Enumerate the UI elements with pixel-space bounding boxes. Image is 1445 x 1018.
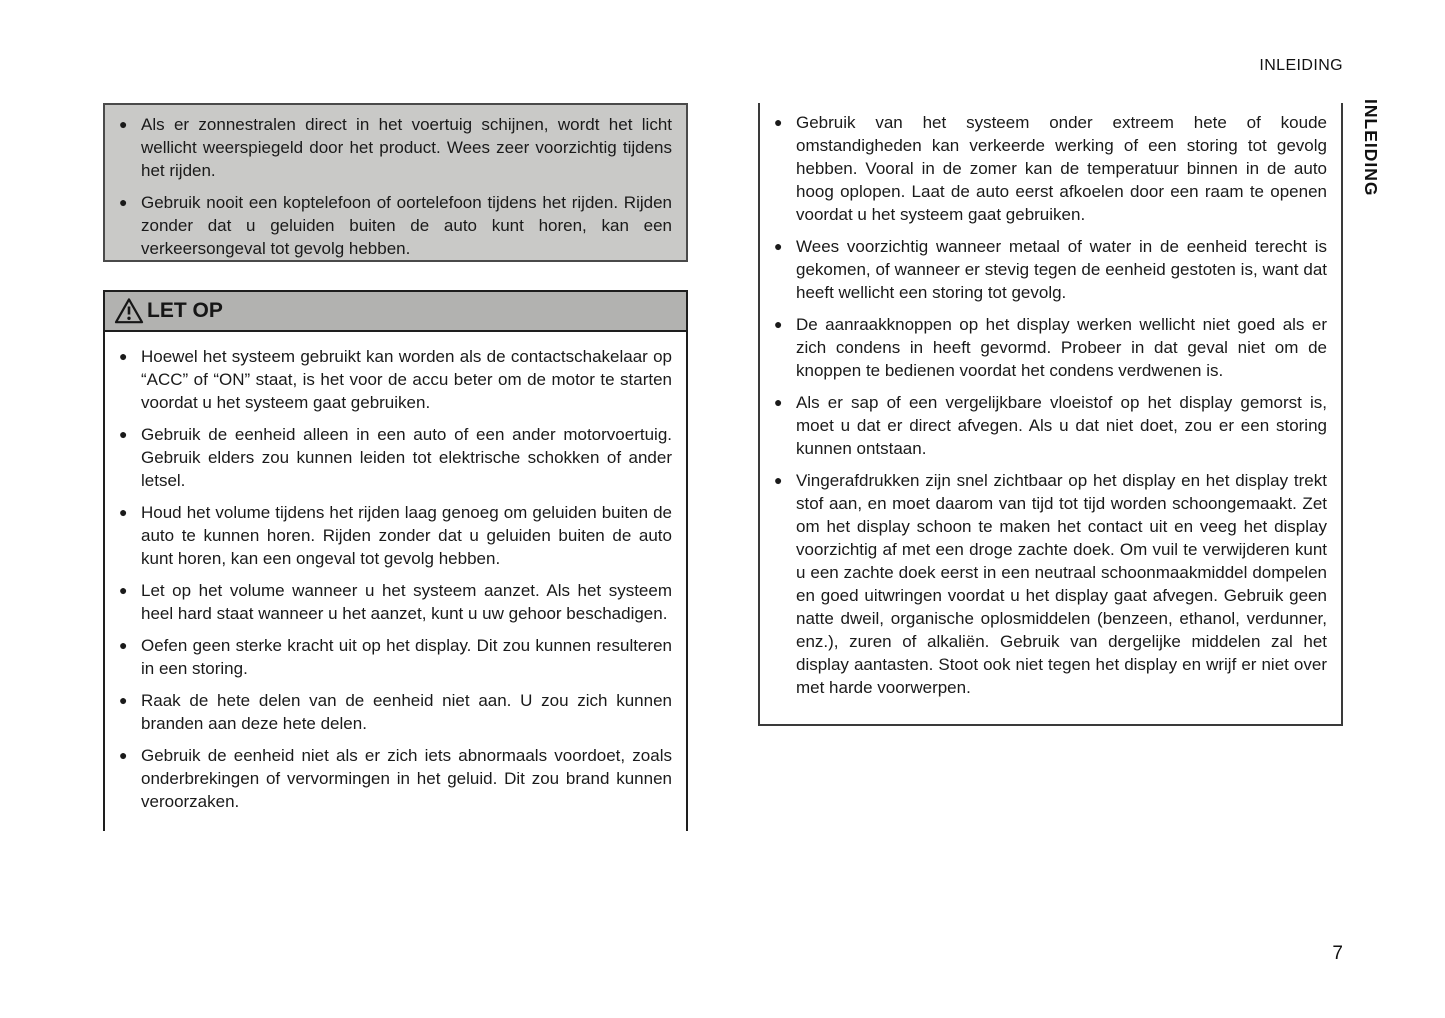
list-item-text: Gebruik de eenheid niet als er zich iets abnormaals voordoet, zoals onderbrekingen of vervormingen in het geluid. Dit zou brand kunnen veroorzaken. (141, 746, 672, 811)
list-item (760, 235, 1327, 304)
list-item-text: Let op het volume wanneer u het systeem aanzet. Als het systeem heel hard staat wanneer u het aanzet, kunt u uw gehoor beschadigen. (141, 581, 672, 623)
bullet-icon: ● (119, 692, 128, 708)
list-item (105, 689, 672, 735)
list-item-text: Houd het volume tijdens het rijden laag genoeg om geluiden buiten de auto te kunnen horen. Rijden zonder dat u geluiden buiten de auto kunt horen, kan een ongeval tot gevolg hebben. (141, 503, 672, 568)
bullet-icon: ● (774, 238, 783, 254)
bullet-icon: ● (119, 426, 128, 442)
bullet-icon: ● (119, 582, 128, 598)
page-header-title: INLEIDING (1259, 57, 1343, 74)
bullet-icon: ● (119, 747, 128, 763)
bullet-icon: ● (119, 194, 128, 210)
list-item (105, 501, 672, 570)
note-box (103, 103, 688, 262)
warning-icon (114, 297, 144, 325)
caution-box-items (105, 332, 686, 813)
list-item (105, 744, 672, 813)
list-item (105, 634, 672, 680)
list-item-text: Gebruik de eenheid alleen in een auto of een ander motorvoertuig. Gebruik elders zou kunnen leiden tot elektrische schokken of ander letsel. (141, 425, 672, 490)
list-item-text: Als er zonnestralen direct in het voertuig schijnen, wordt het licht wellicht weerspiegeld door het product. Wees zeer voorzichtig tijdens het rijden. (141, 115, 672, 180)
page-number: 7 (1332, 943, 1343, 964)
list-item-text: De aanraakknoppen op het display werken wellicht niet goed als er zich condens in heeft gevormd. Probeer in dat geval niet om de knoppen te bedienen voordat het condens verdwenen is. (796, 315, 1327, 380)
caution-box-header (105, 292, 686, 332)
caution-continuation-box (758, 103, 1343, 726)
list-item-text: Raak de hete delen van de eenheid niet aan. U zou zich kunnen branden aan deze hete delen. (141, 691, 672, 733)
bullet-icon: ● (774, 472, 783, 488)
caution-box (103, 290, 688, 831)
bullet-icon: ● (119, 637, 128, 653)
note-box-items (105, 113, 672, 260)
bullet-icon: ● (774, 394, 783, 410)
list-item-text: Gebruik nooit een koptelefoon of oortelefoon tijdens het rijden. Rijden zonder dat u geluiden buiten de auto kunt horen, kan een verkeersongeval tot gevolg hebben. (141, 193, 672, 258)
list-item (105, 191, 672, 260)
list-item-text: Oefen geen sterke kracht uit op het display. Dit zou kunnen resulteren in een storing. (141, 636, 672, 678)
list-item-text: Wees voorzichtig wanneer metaal of water in de eenheid terecht is gekomen, of wanneer er stevig tegen de eenheid gestoten is, want dat heeft wellicht een storing tot gevolg. (796, 237, 1327, 302)
bullet-icon: ● (774, 114, 783, 130)
list-item (105, 423, 672, 492)
list-item (105, 113, 672, 182)
bullet-icon: ● (774, 316, 783, 332)
list-item (105, 345, 672, 414)
bullet-icon: ● (119, 116, 128, 132)
list-item (760, 469, 1327, 699)
list-item-text: Vingerafdrukken zijn snel zichtbaar op het display en het display trekt stof aan, en moet daarom van tijd tot tijd worden schoongemaakt. Zet om het display schoon te maken het contact uit en veeg het display voorzichtig af met een droge zachte doek. Om vuil te verwijderen kunt u een zachte doek eerst in een neutraal schoonmaakmiddel dompelen en goed uitwringen voordat u het display gaat afvegen. Gebruik geen natte dweil, organische oplosmiddelen (benzeen, ethanol, verdunner, enz.), zuren of alkaliën. Gebruik van dergelijke middelen zal het display aantasten. Stoot ook niet tegen het display en wrijf er niet over met harde voorwerpen. (796, 471, 1327, 697)
list-item-text: Gebruik van het systeem onder extreem hete of koude omstandigheden kan verkeerde werking of een storing tot gevolg hebben. Vooral in de zomer kan de temperatuur binnen in de auto hoog oplopen. Laat de auto eerst afkoelen door een raam te openen voordat u het systeem gaat gebruiken. (796, 113, 1327, 224)
bullet-icon: ● (119, 348, 128, 364)
list-item (105, 579, 672, 625)
list-item (760, 313, 1327, 382)
list-item (760, 111, 1327, 226)
list-item-text: Hoewel het systeem gebruikt kan worden als de contactschakelaar op “ACC” of “ON” staat, is het voor de accu beter om de motor te starten voordat u het systeem gaat gebruiken. (141, 347, 672, 412)
list-item (760, 391, 1327, 460)
chapter-side-tab: INLEIDING (1361, 99, 1381, 197)
bullet-icon: ● (119, 504, 128, 520)
caution-title: LET OP (147, 299, 223, 322)
list-item-text: Als er sap of een vergelijkbare vloeistof op het display gemorst is, moet u dat er direct afvegen. Als u dat niet doet, zou er een storing kunnen ontstaan. (796, 393, 1327, 458)
